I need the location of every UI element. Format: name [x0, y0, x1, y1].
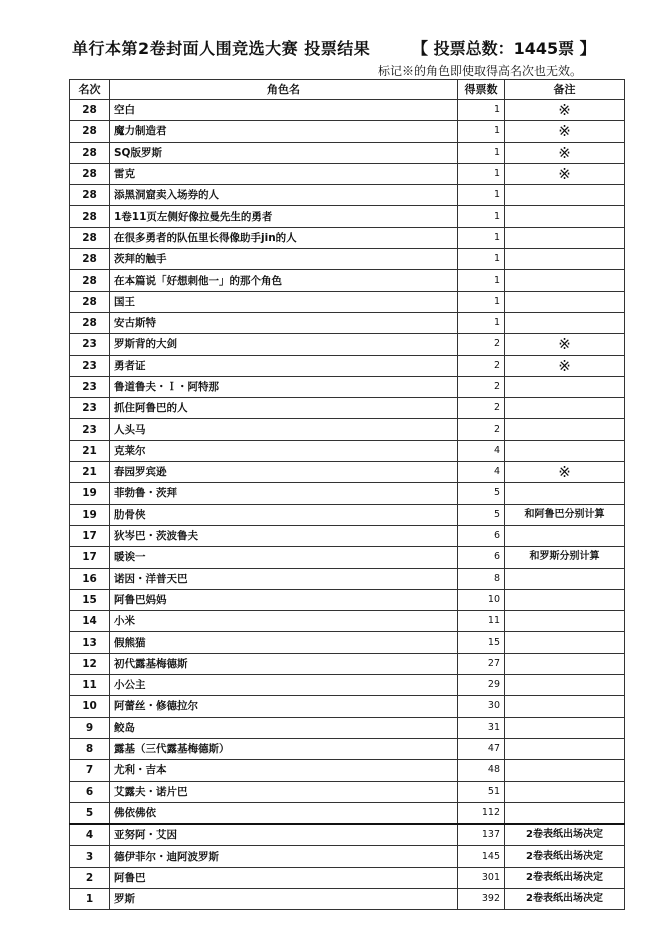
rank-cell: 7	[70, 760, 110, 781]
remark-cell: 2卷表纸出场决定	[505, 824, 625, 846]
page-title: 单行本第2卷封面人围竞选大赛 投票结果	[72, 39, 371, 58]
name-cell: 添黑洞窟卖入场券的人	[110, 185, 458, 206]
votes-cell: 15	[458, 632, 505, 653]
remark-cell: 2卷表纸出场决定	[505, 888, 625, 909]
rank-cell: 28	[70, 206, 110, 227]
table-row	[70, 846, 625, 867]
remark-cell	[505, 440, 625, 461]
name-cell: 春园罗宾逊	[110, 462, 458, 483]
table-row	[70, 142, 625, 163]
name-cell: 安古斯特	[110, 312, 458, 333]
remark-cell	[505, 185, 625, 206]
remark-cell	[505, 227, 625, 248]
rank-cell: 28	[70, 142, 110, 163]
rank-cell: 9	[70, 717, 110, 738]
votes-cell: 1	[458, 100, 505, 121]
votes-cell: 1	[458, 142, 505, 163]
name-cell: 菲勃鲁・茨拜	[110, 483, 458, 504]
table-row	[70, 462, 625, 483]
table-row	[70, 675, 625, 696]
table-row	[70, 867, 625, 888]
name-cell: 阿鲁巴	[110, 867, 458, 888]
table-row	[70, 270, 625, 291]
remark-cell	[505, 738, 625, 759]
rank-cell: 23	[70, 398, 110, 419]
rank-cell: 28	[70, 270, 110, 291]
remark-cell: ※	[505, 100, 625, 121]
votes-cell: 4	[458, 440, 505, 461]
remark-cell	[505, 760, 625, 781]
table-row	[70, 738, 625, 759]
remark-cell	[505, 653, 625, 674]
table-row	[70, 589, 625, 610]
remark-cell	[505, 291, 625, 312]
table-row	[70, 398, 625, 419]
remark-cell	[505, 419, 625, 440]
rank-cell: 28	[70, 100, 110, 121]
rank-cell: 28	[70, 121, 110, 142]
table-row	[70, 760, 625, 781]
table-row	[70, 568, 625, 589]
name-cell: 诺因・洋普天巴	[110, 568, 458, 589]
rank-cell: 16	[70, 568, 110, 589]
remark-cell: ※	[505, 355, 625, 376]
rank-cell: 6	[70, 781, 110, 802]
table-row	[70, 696, 625, 717]
name-cell: 在很多勇者的队伍里长得像助手jin的人	[110, 227, 458, 248]
rank-cell: 13	[70, 632, 110, 653]
votes-cell: 27	[458, 653, 505, 674]
votes-cell: 30	[458, 696, 505, 717]
name-cell: 魔力制造君	[110, 121, 458, 142]
name-cell: 鲁道鲁夫・Ｉ・阿特那	[110, 376, 458, 397]
table-row	[70, 888, 625, 909]
name-cell: 勇者证	[110, 355, 458, 376]
remark-cell: ※	[505, 121, 625, 142]
table-row	[70, 376, 625, 397]
name-cell: 初代露基梅德斯	[110, 653, 458, 674]
remark-cell	[505, 483, 625, 504]
name-cell: 国王	[110, 291, 458, 312]
table-row	[70, 483, 625, 504]
table-row	[70, 419, 625, 440]
votes-cell: 6	[458, 547, 505, 568]
table-row	[70, 163, 625, 184]
rank-cell: 28	[70, 249, 110, 270]
votes-cell: 48	[458, 760, 505, 781]
remark-cell	[505, 589, 625, 610]
remark-cell	[505, 312, 625, 333]
remark-cell	[505, 802, 625, 824]
rank-cell: 21	[70, 462, 110, 483]
remark-cell: 2卷表纸出场决定	[505, 867, 625, 888]
rank-cell: 23	[70, 376, 110, 397]
remark-cell	[505, 249, 625, 270]
rank-cell: 5	[70, 802, 110, 824]
table-row	[70, 611, 625, 632]
remark-cell	[505, 398, 625, 419]
votes-cell: 2	[458, 419, 505, 440]
table-row	[70, 547, 625, 568]
votes-cell: 1	[458, 206, 505, 227]
mark-note: 标记※的角色即使取得高名次也无效。	[377, 64, 582, 78]
name-cell: 假熊猫	[110, 632, 458, 653]
name-cell: 尤利・吉本	[110, 760, 458, 781]
votes-cell: 2	[458, 334, 505, 355]
table-row	[70, 802, 625, 824]
name-cell: SQ版罗斯	[110, 142, 458, 163]
votes-cell: 1	[458, 163, 505, 184]
rank-cell: 21	[70, 440, 110, 461]
table-row	[70, 653, 625, 674]
votes-cell: 1	[458, 291, 505, 312]
rank-cell: 17	[70, 547, 110, 568]
table-row	[70, 440, 625, 461]
rank-cell: 28	[70, 312, 110, 333]
remark-cell	[505, 568, 625, 589]
rank-cell: 4	[70, 824, 110, 846]
table-row	[70, 312, 625, 333]
rank-cell: 8	[70, 738, 110, 759]
votes-cell: 47	[458, 738, 505, 759]
rank-cell: 1	[70, 888, 110, 909]
remark-cell: ※	[505, 142, 625, 163]
rank-cell: 3	[70, 846, 110, 867]
votes-cell: 137	[458, 824, 505, 846]
rank-cell: 14	[70, 611, 110, 632]
table-row	[70, 355, 625, 376]
table-row	[70, 185, 625, 206]
rank-cell: 12	[70, 653, 110, 674]
remark-cell: 2卷表纸出场决定	[505, 846, 625, 867]
name-cell: 小米	[110, 611, 458, 632]
table-row	[70, 632, 625, 653]
name-cell: 在本篇说「好想刺他一」的那个角色	[110, 270, 458, 291]
rank-cell: 28	[70, 291, 110, 312]
remark-cell	[505, 525, 625, 546]
name-cell: 克莱尔	[110, 440, 458, 461]
name-cell: 罗斯背的大剑	[110, 334, 458, 355]
votes-cell: 1	[458, 249, 505, 270]
table-header-row	[70, 80, 625, 100]
name-cell: 茨拜的触手	[110, 249, 458, 270]
votes-cell: 29	[458, 675, 505, 696]
table-row	[70, 824, 625, 846]
votes-cell: 1	[458, 185, 505, 206]
votes-cell: 1	[458, 270, 505, 291]
remark-cell	[505, 696, 625, 717]
rank-cell: 23	[70, 355, 110, 376]
remark-cell	[505, 717, 625, 738]
table-row	[70, 249, 625, 270]
table-row	[70, 100, 625, 121]
name-cell: 阿蕾丝・修德拉尔	[110, 696, 458, 717]
rank-cell: 28	[70, 227, 110, 248]
rank-cell: 19	[70, 483, 110, 504]
votes-cell: 1	[458, 227, 505, 248]
name-cell: 德伊菲尔・迪阿波罗斯	[110, 846, 458, 867]
name-cell: 亚努阿・艾因	[110, 824, 458, 846]
table-row	[70, 334, 625, 355]
table-body	[70, 100, 625, 910]
table-row	[70, 717, 625, 738]
results-table	[69, 79, 625, 910]
rank-cell: 15	[70, 589, 110, 610]
remark-cell	[505, 611, 625, 632]
votes-cell: 2	[458, 355, 505, 376]
name-cell: 肋骨侠	[110, 504, 458, 525]
votes-cell: 145	[458, 846, 505, 867]
remark-cell: ※	[505, 462, 625, 483]
header-name: 角色名	[110, 80, 458, 100]
remark-cell	[505, 675, 625, 696]
votes-cell: 11	[458, 611, 505, 632]
rank-cell: 11	[70, 675, 110, 696]
name-cell: 佛依佛依	[110, 802, 458, 824]
name-cell: 阿鲁巴妈妈	[110, 589, 458, 610]
votes-cell: 1	[458, 312, 505, 333]
table-row	[70, 504, 625, 525]
remark-cell	[505, 376, 625, 397]
votes-cell: 1	[458, 121, 505, 142]
votes-cell: 2	[458, 376, 505, 397]
remark-cell: 和阿鲁巴分别计算	[505, 504, 625, 525]
table-row	[70, 227, 625, 248]
name-cell: 露基（三代露基梅德斯）	[110, 738, 458, 759]
name-cell: 空白	[110, 100, 458, 121]
votes-cell: 2	[458, 398, 505, 419]
header-remark: 备注	[505, 80, 625, 100]
votes-cell: 392	[458, 888, 505, 909]
remark-cell: ※	[505, 334, 625, 355]
votes-cell: 10	[458, 589, 505, 610]
votes-cell: 6	[458, 525, 505, 546]
name-cell: 艾露夫・诺片巴	[110, 781, 458, 802]
name-cell: 抓住阿鲁巴的人	[110, 398, 458, 419]
remark-cell	[505, 632, 625, 653]
rank-cell: 23	[70, 334, 110, 355]
votes-cell: 5	[458, 504, 505, 525]
header-rank: 名次	[70, 80, 110, 100]
name-cell: 鲛岛	[110, 717, 458, 738]
rank-cell: 17	[70, 525, 110, 546]
name-cell: 暖诶一	[110, 547, 458, 568]
votes-cell: 31	[458, 717, 505, 738]
rank-cell: 10	[70, 696, 110, 717]
table-row	[70, 781, 625, 802]
votes-cell: 112	[458, 802, 505, 824]
votes-cell: 8	[458, 568, 505, 589]
header-votes: 得票数	[458, 80, 505, 100]
table-row	[70, 291, 625, 312]
remark-cell: 和罗斯分别计算	[505, 547, 625, 568]
rank-cell: 23	[70, 419, 110, 440]
votes-cell: 51	[458, 781, 505, 802]
name-cell: 罗斯	[110, 888, 458, 909]
total-votes: 【 投票总数：1445票 】	[412, 39, 596, 58]
table-row	[70, 525, 625, 546]
table-row	[70, 121, 625, 142]
name-cell: 雷克	[110, 163, 458, 184]
votes-cell: 5	[458, 483, 505, 504]
rank-cell: 2	[70, 867, 110, 888]
remark-cell	[505, 206, 625, 227]
rank-cell: 28	[70, 163, 110, 184]
remark-cell: ※	[505, 163, 625, 184]
table-row	[70, 206, 625, 227]
rank-cell: 28	[70, 185, 110, 206]
name-cell: 人头马	[110, 419, 458, 440]
votes-cell: 4	[458, 462, 505, 483]
name-cell: 小公主	[110, 675, 458, 696]
name-cell: 1卷11页左侧好像拉曼先生的勇者	[110, 206, 458, 227]
votes-cell: 301	[458, 867, 505, 888]
remark-cell	[505, 781, 625, 802]
remark-cell	[505, 270, 625, 291]
name-cell: 狄岑巴・茨波鲁夫	[110, 525, 458, 546]
rank-cell: 19	[70, 504, 110, 525]
